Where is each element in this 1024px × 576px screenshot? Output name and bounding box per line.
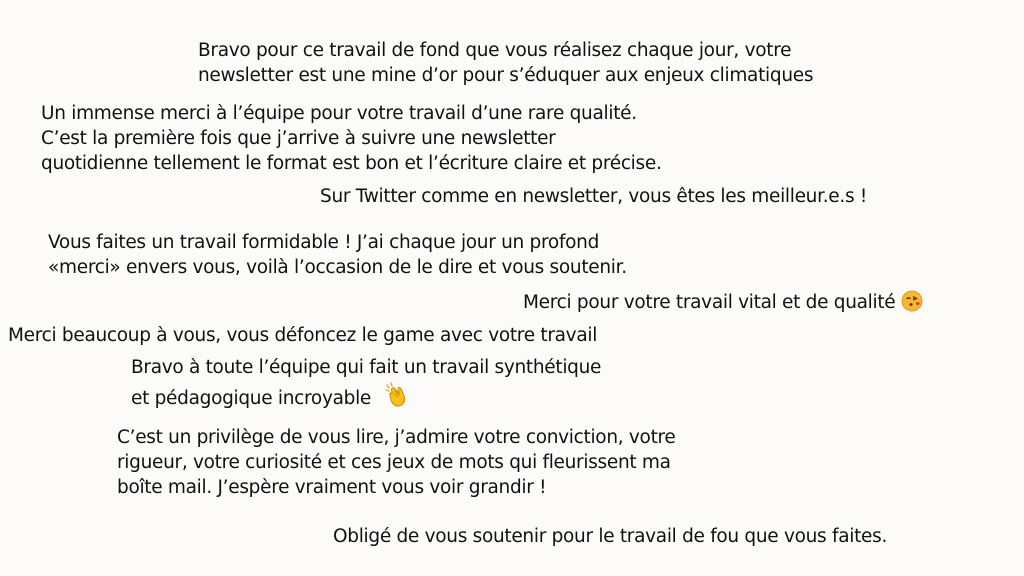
testimonial-line xyxy=(523,290,923,319)
testimonial-line: boîte mail. J’espère vraiment vous voir grandir ! xyxy=(117,477,547,498)
testimonial-line xyxy=(131,380,601,415)
testimonial-line: Obligé de vous soutenir pour le travail de fou que vous faites. xyxy=(333,526,888,547)
testimonial-line: Un immense merci à l’équipe pour votre travail d’une rare qualité. xyxy=(41,103,637,124)
testimonial-line: C’est un privilège de vous lire, j’admire votre conviction, votre xyxy=(117,427,676,448)
testimonial-line: Merci beaucoup à vous, vous défoncez le game avec votre travail xyxy=(8,325,598,346)
testimonial-1 xyxy=(198,38,813,88)
testimonial-line: C’est la première fois que j’arrive à suivre une newsletter xyxy=(41,128,556,149)
testimonial-line: rigueur, votre curiosité et ces jeux de mots qui fleurissent ma xyxy=(117,452,671,473)
kiss-face-emoji-icon xyxy=(901,290,923,319)
testimonial-4 xyxy=(48,230,627,280)
testimonial-2 xyxy=(41,101,662,176)
testimonial-text: Merci pour votre travail vital et de qualité xyxy=(523,292,896,313)
testimonial-line: Bravo à toute l’équipe qui fait un travail synthétique xyxy=(131,357,602,378)
testimonial-line: Bravo pour ce travail de fond que vous réalisez chaque jour, votre xyxy=(198,40,792,61)
testimonial-7 xyxy=(131,355,601,415)
testimonial-text: et pédagogique incroyable xyxy=(131,388,372,409)
testimonial-9 xyxy=(333,524,887,549)
testimonial-3 xyxy=(320,184,867,209)
testimonial-line: quotidienne tellement le format est bon et l’écriture claire et précise. xyxy=(41,153,662,174)
testimonial-line: newsletter est une mine d’or pour s’éduquer aux enjeux climatiques xyxy=(198,65,814,86)
testimonial-line: Vous faites un travail formidable ! J’ai chaque jour un profond xyxy=(48,232,600,253)
testimonial-5 xyxy=(523,290,923,319)
testimonial-line: «merci» envers vous, voilà l’occasion de le dire et vous soutenir. xyxy=(48,257,627,278)
clapping-hands-emoji-icon xyxy=(383,380,411,415)
testimonial-8 xyxy=(117,425,676,500)
testimonial-6 xyxy=(8,323,597,348)
testimonial-line: Sur Twitter comme en newsletter, vous êtes les meilleur.e.s ! xyxy=(320,186,867,207)
